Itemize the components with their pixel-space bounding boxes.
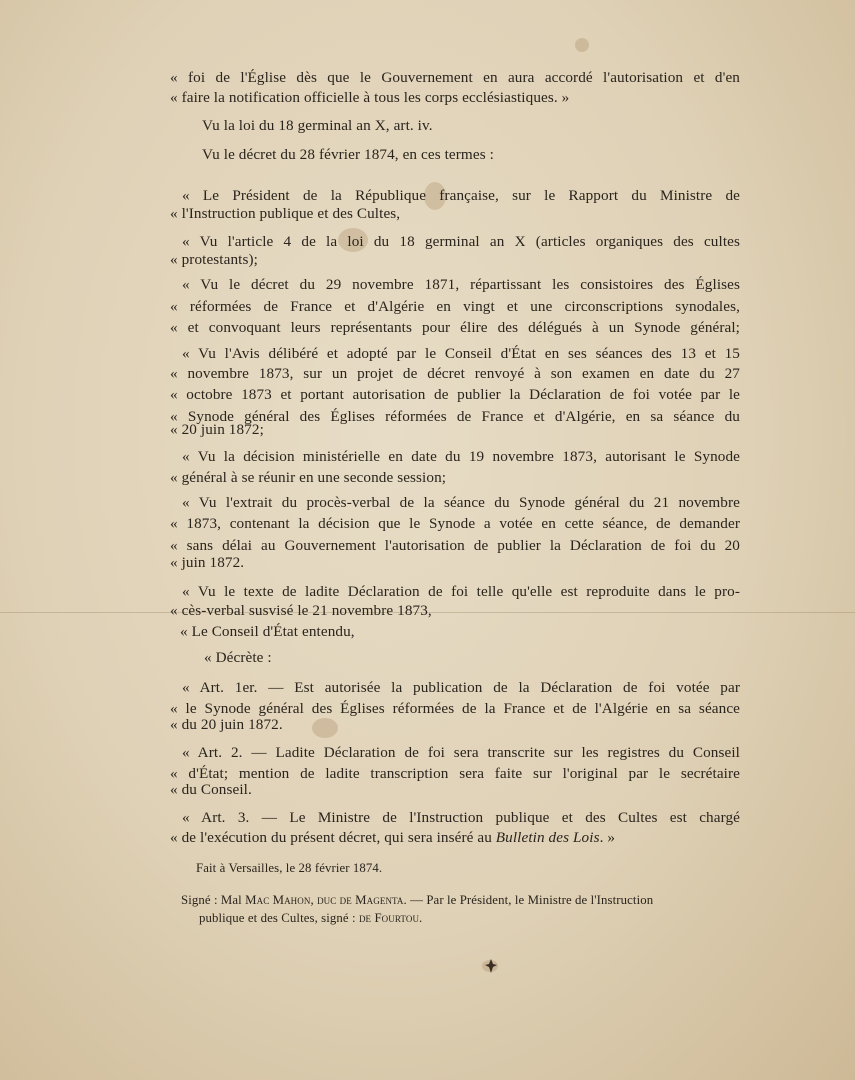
text-line: « Vu la décision ministérielle en date du 19 novembre 1873, autorisant le Synode xyxy=(182,448,740,465)
signature-line-2 xyxy=(199,908,422,928)
text-line: « octobre 1873 et portant autorisation de publier la Déclaration de foi votée par le xyxy=(170,386,740,403)
signature-mid: — Par le Président, le Ministre de l'Instruction xyxy=(406,893,654,907)
text-line: Vu la loi du 18 germinal an X, art. iv. xyxy=(202,117,433,134)
text-line: « juin 1872. xyxy=(170,554,245,571)
text-line: « Vu le décret du 29 novembre 1871, répartissant les consistoires des Églises xyxy=(182,276,740,293)
text-line: « d'État; mention de ladite transcription sera faite sur l'original par le secrétaire xyxy=(170,765,740,782)
text-line: « le Synode général des Églises réformées de la France et de l'Algérie en sa séance xyxy=(170,700,740,717)
signature-lead: Signé : Mal xyxy=(181,893,246,907)
text-line: « foi de l'Église dès que le Gouvernement en aura accordé l'autorisation et d'en xyxy=(170,69,740,86)
text-line: « Vu l'Avis délibéré et adopté par le Conseil d'État en ses séances des 13 et 15 xyxy=(182,345,740,362)
place-date: Fait à Versailles, le 28 février 1874. xyxy=(196,861,383,875)
text-line: « Vu le texte de ladite Déclaration de foi telle qu'elle est reproduite dans le pro- xyxy=(182,583,740,600)
text-segment: . » xyxy=(599,829,616,846)
text-line: « Art. 1er. — Est autorisée la publication de la Déclaration de foi votée par xyxy=(182,679,740,696)
text-line: « général à se réunir en une seconde session; xyxy=(170,469,447,486)
text-segment: « de l'exécution du présent décret, qui sera inséré au xyxy=(170,829,496,846)
text-line: « cès-verbal susvisé le 21 novembre 1873, xyxy=(170,602,432,619)
minister-name: de Fourtou. xyxy=(358,911,423,925)
text-line: « Le Président de la République française, sur le Rapport du Ministre de xyxy=(182,187,740,204)
text-line: « réformées de France et d'Algérie en vingt et une circonscriptions synodales, xyxy=(170,298,740,315)
text-line: « Le Conseil d'État entendu, xyxy=(180,623,355,640)
text-line: « du 20 juin 1872. xyxy=(170,716,283,733)
text-line: « l'Instruction publique et des Cultes, xyxy=(170,205,401,222)
paper-stain xyxy=(312,718,338,738)
text-line: « Art. 2. — Ladite Déclaration de foi sera transcrite sur les registres du Conseil xyxy=(182,744,740,761)
text-line: « sans délai au Gouvernement l'autorisation de publier la Déclaration de foi du 20 xyxy=(170,537,740,554)
signature-prefix: publique et des Cultes, signé : xyxy=(199,911,359,925)
text-line: « Synode général des Églises réformées de France et d'Algérie, en sa séance du xyxy=(170,408,740,425)
signature-line-1 xyxy=(181,890,653,910)
text-line: « 1873, contenant la décision que le Synode a votée en cette séance, de demander xyxy=(170,515,740,532)
text-line-final xyxy=(170,828,615,848)
printer-ornament-icon xyxy=(484,958,498,974)
text-line: « 20 juin 1872; xyxy=(170,421,264,438)
text-line: Vu le décret du 28 février 1874, en ces termes : xyxy=(202,146,494,163)
signatory-name: Mac Mahon, duc de Magenta. xyxy=(245,893,407,907)
text-line: « et convoquant leurs représentants pour élire des délégués à un Synode général; xyxy=(170,319,740,336)
paper-stain xyxy=(575,38,589,52)
text-line: « faire la notification officielle à tous les corps ecclésiastiques. » xyxy=(170,89,570,106)
text-line: « Art. 3. — Le Ministre de l'Instruction publique et des Cultes est chargé xyxy=(182,809,740,826)
text-line: « novembre 1873, sur un projet de décret renvoyé à son examen en date du 27 xyxy=(170,365,740,382)
text-line: « Vu l'extrait du procès-verbal de la séance du Synode général du 21 novembre xyxy=(182,494,740,511)
text-line: « protestants); xyxy=(170,251,258,268)
bulletin-title: Bulletin des Lois xyxy=(495,829,600,846)
text-line: « Vu l'article 4 de la loi du 18 germinal an X (articles organiques des cultes xyxy=(182,233,740,250)
text-line: « Décrète : xyxy=(204,649,272,666)
text-line: « du Conseil. xyxy=(170,781,252,798)
